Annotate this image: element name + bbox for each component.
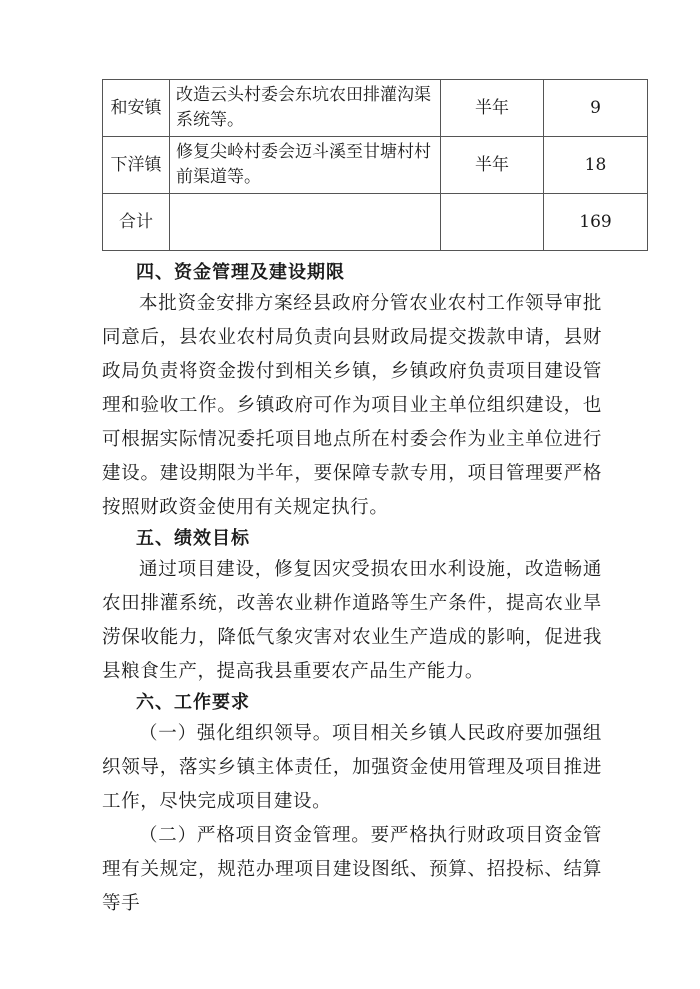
period-cell: 半年 [441, 137, 544, 194]
paragraph-text: （二）严格项目资金管理。要严格执行财政项目资金管理有关规定，规范办理项目建设图纸、预算、招投标、结算等手 [102, 825, 602, 914]
table-row [103, 80, 648, 137]
town-cell: 和安镇 [103, 80, 170, 137]
paragraph-text: 通过项目建设，修复因灾受损农田水利设施，改造畅通农田排灌系统，改善农业耕作道路等生产条件，提高农业旱涝保收能力，降低气象灾害对农业生产造成的影响，促进我县粮食生产，提高我县重要农产品生产能力。 [102, 559, 602, 682]
content-cell [170, 194, 441, 251]
paragraph-text: 本批资金安排方案经县政府分管农业农村工作领导审批同意后，县农业农村局负责向县财政局提交拨款申请，县财政局负责将资金拨付到相关乡镇，乡镇政府负责项目建设管理和验收工作。乡镇政府可作为项目业主单位组织建设，也可根据实际情况委托项目地点所在村委会作为业主单位进行建设。建设期限为半年，要保障专款专用，项目管理要严格按照财政资金使用有关规定执行。 [102, 293, 602, 518]
section-paragraph-performance-goals [102, 553, 602, 689]
content-cell: 改造云头村委会东坑农田排灌沟渠系统等。 [170, 80, 441, 137]
section-heading-performance-goals: 五、绩效目标 [136, 528, 250, 549]
section-heading-funds-management: 四、资金管理及建设期限 [136, 262, 345, 283]
total-label-cell: 合计 [103, 194, 170, 251]
table-row-total [103, 194, 648, 251]
amount-cell: 18 [544, 137, 648, 194]
paragraph-text: （一）强化组织领导。项目相关乡镇人民政府要加强组织领导，落实乡镇主体责任，加强资金使用管理及项目推进工作，尽快完成项目建设。 [102, 723, 602, 812]
section-paragraph-requirement-2 [102, 819, 602, 921]
section-heading-work-requirements: 六、工作要求 [136, 692, 250, 713]
section-paragraph-requirement-1 [102, 717, 602, 819]
period-cell: 半年 [441, 80, 544, 137]
total-amount-cell: 169 [544, 194, 648, 251]
section-paragraph-funds-management [102, 287, 602, 525]
amount-cell: 9 [544, 80, 648, 137]
period-cell [441, 194, 544, 251]
table-row [103, 137, 648, 194]
fund-allocation-table [102, 79, 648, 251]
content-cell: 修复尖岭村委会迈斗溪至甘塘村村前渠道等。 [170, 137, 441, 194]
town-cell: 下洋镇 [103, 137, 170, 194]
